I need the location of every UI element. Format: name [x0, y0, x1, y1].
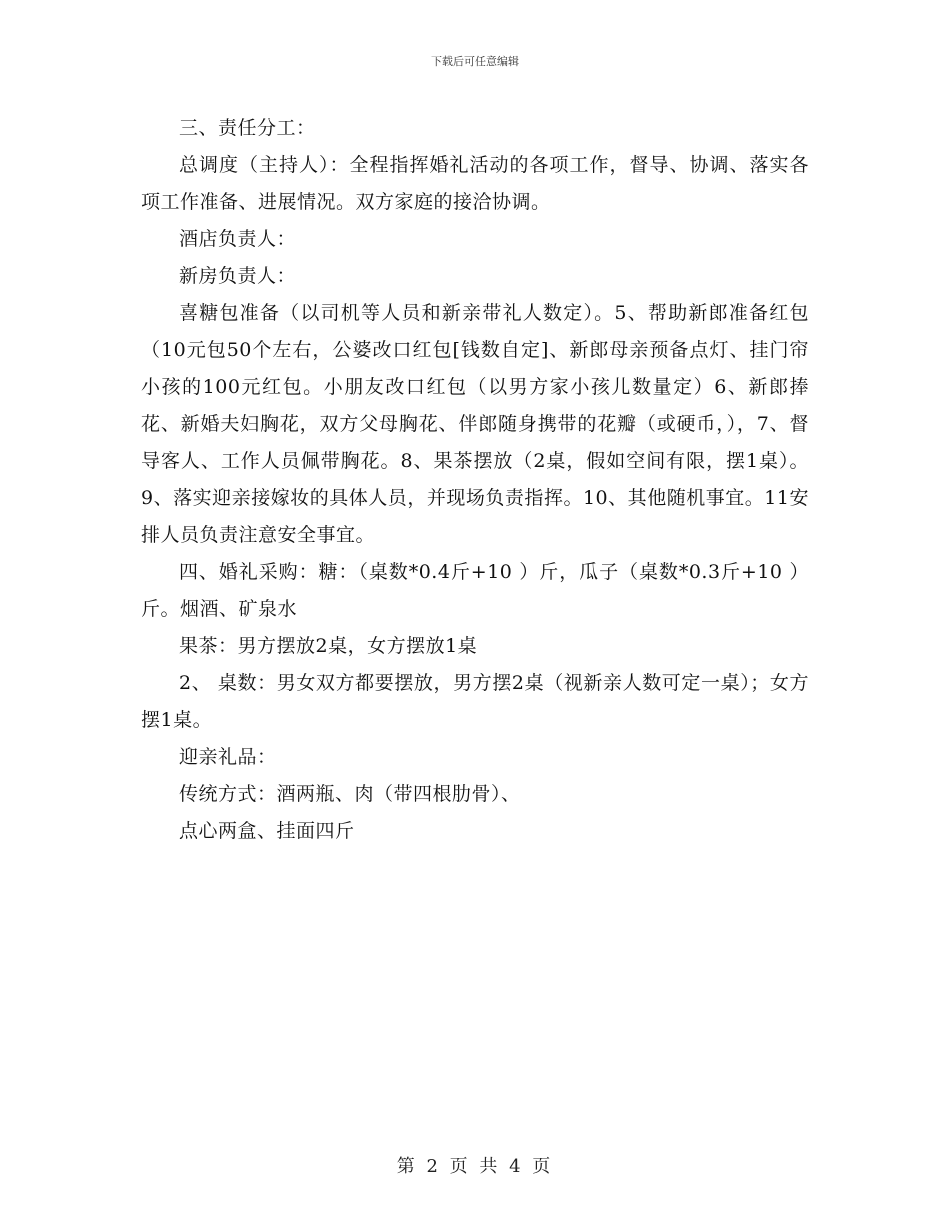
paragraph-fruit-tea: 果茶：男方摆放2桌，女方摆放1桌	[179, 635, 478, 657]
page-number: 第 2 页 共 4 页	[396, 1156, 554, 1177]
paragraph-table-count: 2、 桌数：男女双方都要摆放，男方摆2桌（视新亲人数可定一桌）；女方摆1桌。	[141, 672, 809, 731]
page-header-note: 下载后可任意编辑	[431, 55, 519, 68]
paragraph-hotel-lead: 酒店负责人：	[179, 228, 297, 250]
paragraph-snacks-noodles: 点心两盒、挂面四斤	[179, 820, 355, 842]
paragraph-section-three-heading: 三、责任分工：	[179, 117, 316, 139]
paragraph-welcome-gifts: 迎亲礼品：	[179, 746, 277, 768]
paragraph-task-list: 喜糖包准备（以司机等人员和新亲带礼人数定）。5、帮助新郎准备红包（10元包50个左右，公婆改口红包[钱数自定]、新郎母亲预备点灯、挂门帘小孩的100元红包。小朋友改口红包（以男方家小孩儿数量定）6、新郎捧花、新婚夫妇胸花，双方父母胸花、伴郎随身携带的花瓣（或硬币，），7、督导客人、工作人员佩带胸花。8、果茶摆放（2桌，假如空间有限，摆1桌）。9、落实迎亲接嫁妆的具体人员，并现场负责指挥。10、其他随机事宜。11安排人员负责注意安全事宜。	[141, 302, 809, 546]
document-body	[141, 110, 809, 850]
paragraph-new-house-lead: 新房负责人：	[179, 265, 297, 287]
paragraph-section-four-purchasing: 四、婚礼采购：糖：（桌数*0.4斤+10 ）斤，瓜子（桌数*0.3斤+10 ）斤。烟酒、矿泉水	[141, 561, 809, 620]
paragraph-traditional-gifts: 传统方式：酒两瓶、肉（带四根肋骨）、	[179, 783, 521, 805]
paragraph-general-coordinator: 总调度（主持人）：全程指挥婚礼活动的各项工作，督导、协调、落实各项工作准备、进展情况。双方家庭的接洽协调。	[141, 154, 809, 213]
